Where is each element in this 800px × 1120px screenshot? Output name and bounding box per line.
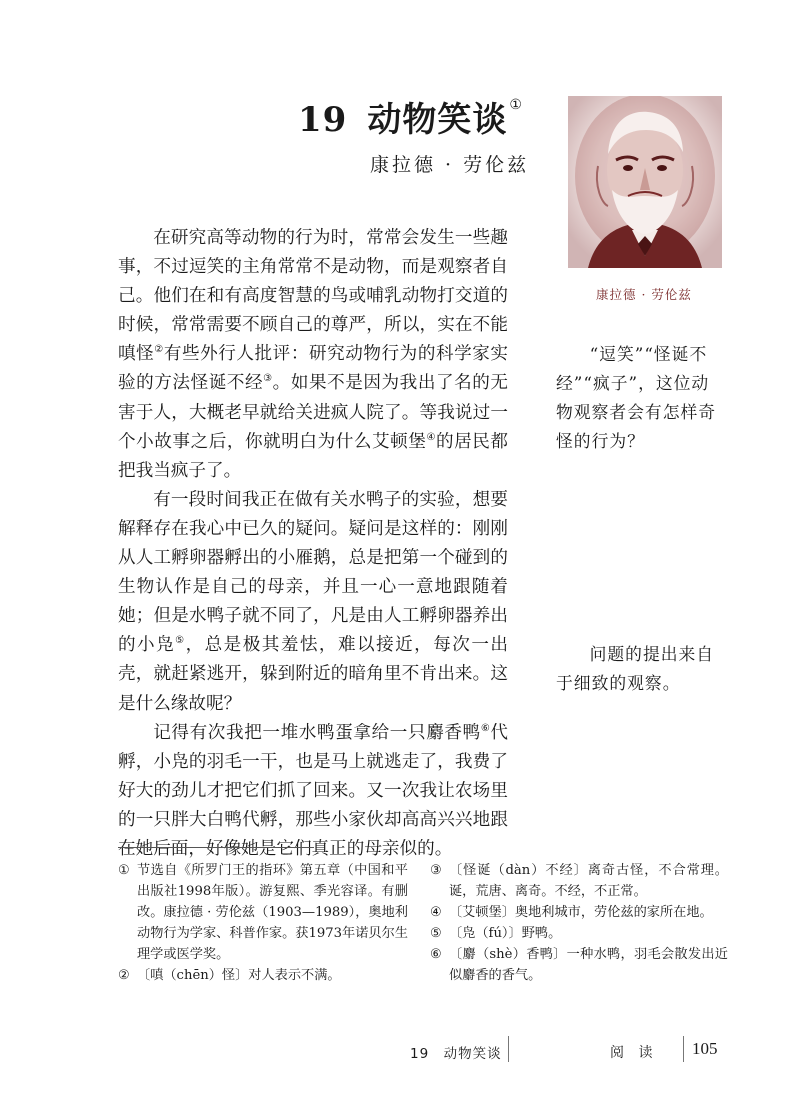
footer-divider xyxy=(508,1036,509,1062)
footer-divider xyxy=(683,1036,684,1062)
footnote-text: 〔怪诞（dàn）不经〕离奇古怪，不合常理。诞，荒唐、离奇。不经，不正常。 xyxy=(449,863,728,899)
footnote-marker: ⑤ xyxy=(430,926,442,941)
footnote-text: 〔麝（shè）香鸭〕一种水鸭，羽毛会散发出近似麝香的香气。 xyxy=(449,947,728,983)
footnote-text: 〔嗔（chēn）怪〕对人表示不满。 xyxy=(137,968,341,983)
footnote-divider xyxy=(118,847,314,848)
footnote-2 xyxy=(118,965,408,986)
footnotes-left-column xyxy=(118,860,408,986)
footnote-marker: ③ xyxy=(430,863,442,878)
paragraph-text: 。如果不是因为我出了名的无害于人，大概老早就给关进疯人院了。等我说过一个小故事之后，你就明白为什么艾顿堡 xyxy=(118,373,508,452)
lesson-number: 19 xyxy=(298,100,348,140)
footnote-text: 〔凫（fú）〕野鸭。 xyxy=(449,926,562,941)
paragraph-text: 的居民都把我当疯子了。 xyxy=(118,431,508,481)
footnote-marker: ⑥ xyxy=(430,947,442,962)
paragraph-3 xyxy=(118,719,508,864)
portrait-caption: 康拉德 · 劳伦兹 xyxy=(596,287,692,302)
footnote-mark-6[interactable]: ⑥ xyxy=(480,722,491,734)
footnotes-right-column xyxy=(430,860,728,986)
title-footnote-mark[interactable]: ① xyxy=(509,97,523,113)
paragraph-text: 记得有次我把一堆水鸭蛋拿给一只麝香鸭 xyxy=(153,722,481,743)
author-portrait xyxy=(568,96,722,268)
margin-note-text: “逗笑”“怪诞不经”“疯子”，这位动物观察者会有怎样奇怪的行为？ xyxy=(556,344,717,451)
author-name: 康拉德 · 劳伦兹 xyxy=(370,154,530,176)
footnote-marker: ② xyxy=(118,968,130,983)
paragraph-text: 代孵，小凫的羽毛一干，也是马上就逃走了，我费了好大的劲儿才把它们抓了回来。又一次我让农场里的一只胖大白鸭代孵，那些小家伙却高高兴兴地跟在她后面，好像她是它们真正的母亲似的。 xyxy=(118,722,508,859)
margin-note-1 xyxy=(556,340,724,456)
lesson-title-text: 动物笑谈 xyxy=(367,100,508,140)
footnote-6 xyxy=(430,944,728,986)
footnote-mark-5[interactable]: ⑤ xyxy=(175,635,186,647)
paragraph-text: 有一段时间我正在做有关水鸭子的实验，想要解释存在我心中已久的疑问。疑问是这样的：刚刚从人工孵卵器孵出的小雁鹅，总是把第一个碰到的生物认作是自己的母亲，并且一心一意地跟随着她；但是水鸭子就不同了，凡是由人工孵卵器养出的小凫 xyxy=(118,489,508,656)
footnote-text: 节选自《所罗门王的指环》第五章（中国和平出版社1998年版）。游复熙、季光容译。有删改。康拉德 · 劳伦兹（1903—1989），奥地利动物行为学家、科普作家。获1973年诺贝尔生理学或医学奖。 xyxy=(137,863,408,962)
footnote-marker: ① xyxy=(118,863,130,878)
paragraph-2 xyxy=(118,486,508,719)
paragraph-text: 在研究高等动物的行为时，常常会发生一些趣事，不过逗笑的主角常常不是动物，而是观察者自己。他们在和有高度智慧的鸟或哺乳动物打交道的时候，常常需要不顾自己的尊严，所以，实在不能嗔怪 xyxy=(118,228,508,365)
footnote-marker: ④ xyxy=(430,905,442,920)
margin-note-text: 问题的提出来自于细致的观察。 xyxy=(556,644,715,693)
portrait-illustration xyxy=(568,96,722,268)
article-body xyxy=(118,224,508,864)
paragraph-text: 有些外行人批评：研究动物行为的科学家实验的方法怪诞不经 xyxy=(118,344,508,394)
footer-section-name: 阅 读 xyxy=(610,1045,658,1061)
footnote-mark-2[interactable]: ② xyxy=(154,344,164,356)
footer-lesson-title: 19 动物笑谈 xyxy=(410,1046,502,1062)
paragraph-1 xyxy=(118,224,508,486)
page-number: 105 xyxy=(692,1039,718,1058)
footnote-mark-4[interactable]: ④ xyxy=(426,431,436,443)
footnote-4 xyxy=(430,902,728,923)
footnote-1 xyxy=(118,860,408,965)
margin-note-2 xyxy=(556,640,724,698)
paragraph-text: ，总是极其羞怯，难以接近，每次一出壳，就赶紧逃开，躲到附近的暗角里不肯出来。这是什么缘故呢？ xyxy=(118,635,508,714)
footnote-3 xyxy=(430,860,728,902)
lesson-title xyxy=(298,92,558,141)
footnote-text: 〔艾顿堡〕奥地利城市，劳伦兹的家所在地。 xyxy=(449,905,713,920)
footnote-mark-3[interactable]: ③ xyxy=(263,373,273,385)
footnote-5 xyxy=(430,923,728,944)
